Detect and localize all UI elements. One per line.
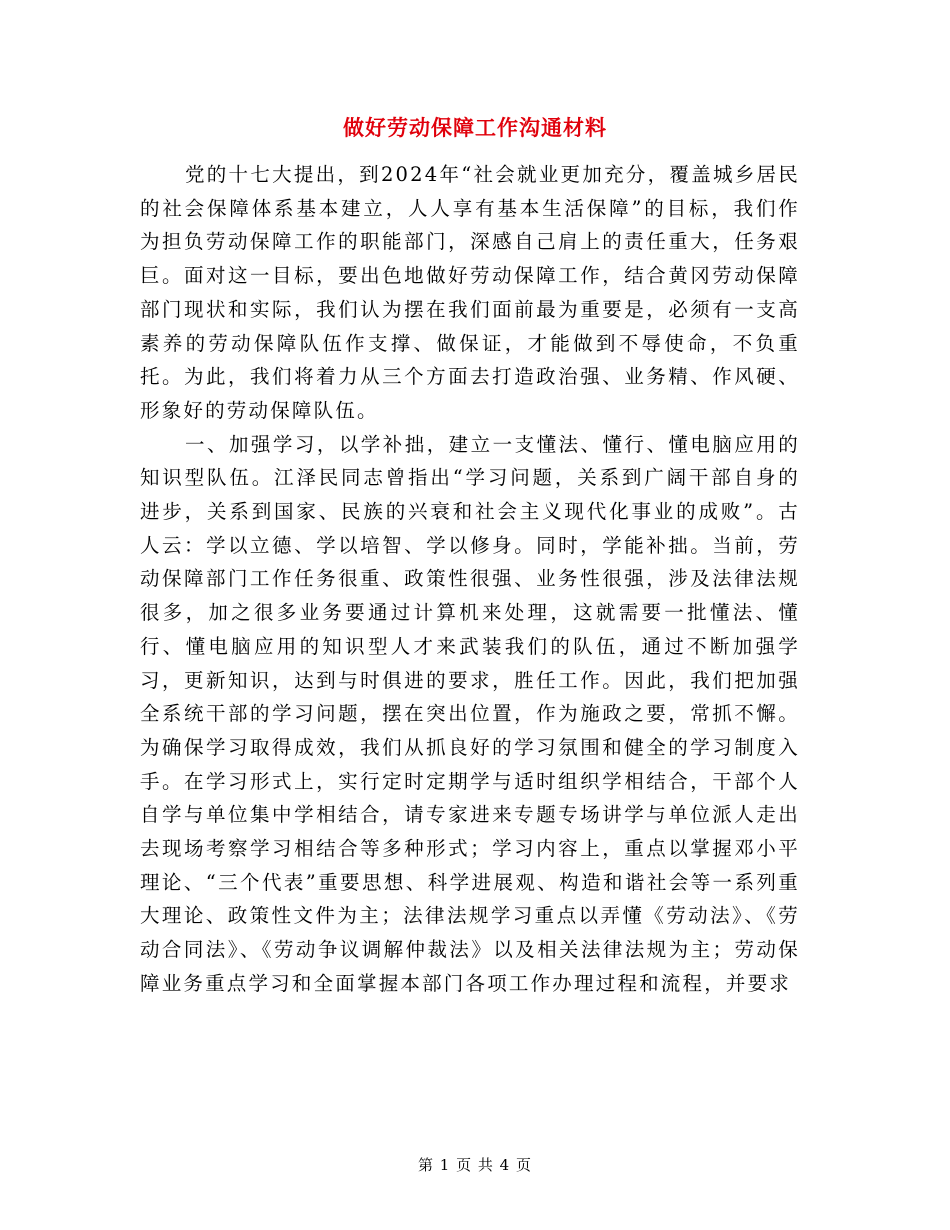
document-body [140,158,800,1001]
paragraph-intro: 党的十七大提出，到2024年“社会就业更加充分，覆盖城乡居民的社会保障体系基本建立，人人享有基本生活保障”的目标，我们作为担负劳动保障工作的职能部门，深感自己肩上的责任重大，任务艰巨。面对这一目标，要出色地做好劳动保障工作，结合黄冈劳动保障部门现状和实际，我们认为摆在我们面前最为重要是，必须有一支高素养的劳动保障队伍作支撑、做保证，才能做到不辱使命，不负重托。为此，我们将着力从三个方面去打造政治强、业务精、作风硬、形象好的劳动保障队伍。 [140,163,800,422]
document-title: 做好劳动保障工作沟通材料 [343,115,607,140]
paragraph-section-one: 一、加强学习，以学补拙，建立一支懂法、懂行、懂电脑应用的知识型队伍。江泽民同志曾指出“学习问题，关系到广阔干部自身的进步，关系到国家、民族的兴衰和社会主义现代化事业的成败”。古人云：学以立德、学以培智、学以修身。同时，学能补拙。当前，劳动保障部门工作任务很重、政策性很强、业务性很强，涉及法律法规很多，加之很多业务要通过计算机来处理，这就需要一批懂法、懂行、懂电脑应用的知识型人才来武装我们的队伍，通过不断加强学习，更新知识，达到与时俱进的要求，胜任工作。因此，我们把加强全系统干部的学习问题，摆在突出位置，作为施政之要，常抓不懈。为确保学习取得成效，我们从抓良好的学习氛围和健全的学习制度入手。在学习形式上，实行定时定期学与适时组织学相结合，干部个人自学与单位集中学相结合，请专家进来专题专场讲学与单位派人走出去现场考察学习相结合等多种形式；学习内容上，重点以掌握邓小平理论、“三个代表”重要思想、科学进展观、构造和谐社会等一系列重大理论、政策性文件为主；法律法规学习重点以弄懂《劳动法》、《劳动合同法》、《劳动争议调解仲裁法》以及相关法律法规为主；劳动保障业务重点学习和全面掌握本部门各项工作办理过程和流程，并要求 [140,432,800,995]
page-footer [0,1154,950,1175]
page-number-label: 第 1 页 共 4 页 [418,1156,532,1174]
